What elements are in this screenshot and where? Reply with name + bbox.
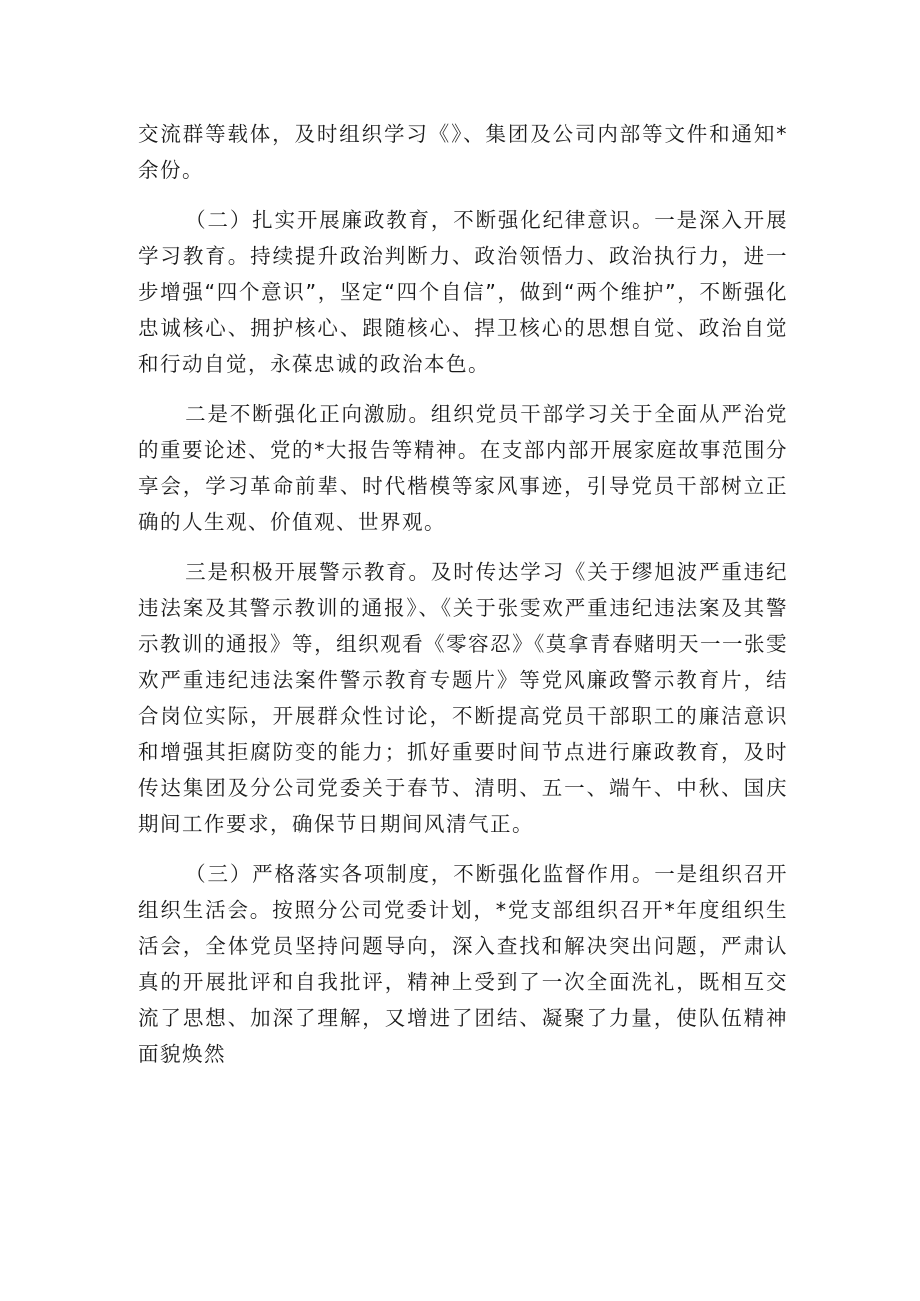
paragraph-section-three: （三）严格落实各项制度，不断强化监督作用。一是组织召开组织生活会。按照分公司党委计划，*党支部组织召开*年度组织生活会，全体党员坚持问题导向，深入查找和解决突出问题，严肃认真的开展批评和自我批评，精神上受到了一次全面洗礼，既相互交流了思想、加深了理解，又增进了团结、凝聚了力量，使队伍精神面貌焕然	[138, 862, 788, 1066]
paragraph-section-two: （二）扎实开展廉政教育，不断强化纪律意识。一是深入开展学习教育。持续提升政治判断力、政治领悟力、政治执行力，进一步增强“四个意识”，坚定“四个自信”，做到“两个维护”，不断强化忠诚核心、拥护核心、跟随核心、捍卫核心的思想自觉、政治自觉和行动自觉，永葆忠诚的政治本色。	[138, 208, 788, 376]
paragraph-continued-intro: 交流群等载体，及时组织学习《》、集团及公司内部等文件和通知*余份。	[138, 122, 788, 182]
paragraph-positive-incentive: 二是不断强化正向激励。组织党员干部学习关于全面从严治党的重要论述、党的*大报告等精神。在支部内部开展家庭故事范围分享会，学习革命前辈、时代楷模等家风事迹，引导党员干部树立正确的人生观、价值观、世界观。	[138, 402, 788, 534]
paragraph-warning-education: 三是积极开展警示教育。及时传达学习《关于缪旭波严重违纪违法案及其警示教训的通报》、《关于张雯欢严重违纪违法案及其警示教训的通报》等，组织观看《零容忍》《莫拿青春赌明天一一张雯欢严重违纪违法案件警示教育专题片》等党风廉政警示教育片，结合岗位实际，开展群众性讨论，不断提高党员干部职工的廉洁意识和增强其拒腐防变的能力；抓好重要时间节点进行廉政教育，及时传达集团及分公司党委关于春节、清明、五一、端午、中秋、国庆期间工作要求，确保节日期间风清气正。	[138, 560, 788, 836]
document-body	[138, 116, 788, 1072]
